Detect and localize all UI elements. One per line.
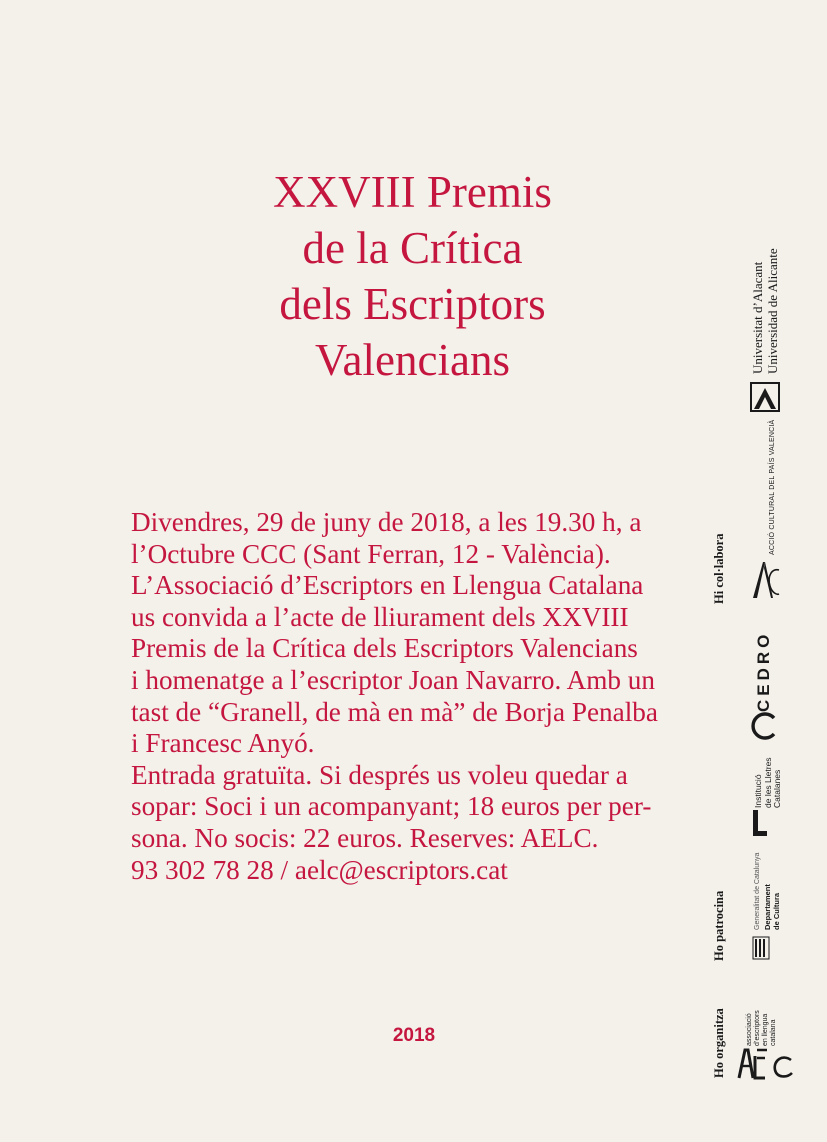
collabora-label: Hi col·labora — [712, 533, 726, 604]
gencat-logo — [752, 936, 770, 960]
ilc-text — [754, 757, 783, 808]
title-line: de la Crítica — [302, 223, 523, 273]
gencat-dept-text — [763, 884, 781, 930]
aelc-line: en llengua — [762, 1013, 769, 1046]
ua-emblem-icon — [748, 380, 782, 414]
gencat-text: Generalitat de Catalunya — [754, 852, 761, 930]
ilc-emblem-icon — [752, 810, 768, 836]
gencat-emblem-icon — [752, 936, 770, 960]
universitat-alacant-logo — [748, 380, 782, 414]
contact-line: 93 302 78 28 / aelc@escriptors.cat — [131, 854, 508, 885]
ua-line: Universidad de Alicante — [765, 248, 780, 374]
title-line: Valencians — [315, 335, 510, 385]
detail-line: sopar: Soci i un acompanyant; 18 euros per per- — [131, 791, 652, 822]
gencat-line: de Cultura — [772, 892, 781, 930]
detail-line: us convida a l’acte de lliurament dels XXVIII — [131, 601, 629, 632]
ilc-line: Catalanes — [772, 769, 782, 808]
ilc-line: de les Lletres — [762, 757, 773, 808]
year-label: 2018 — [392, 1025, 436, 1046]
acpv-emblem-icon — [750, 560, 780, 600]
ua-line: Universitat d’Alacant — [750, 261, 765, 374]
detail-line: Divendres, 29 de juny de 2018, a les 19.30 h, a — [131, 507, 642, 537]
title-line: XXVIII Premis — [273, 167, 552, 217]
organitza-label: Ho organitza — [712, 1008, 726, 1078]
aelc-emblem-icon — [735, 1046, 795, 1080]
detail-line: tast de “Granell, de mà en mà” de Borja Penalba — [131, 696, 658, 727]
acpv-text: ACCIÓ CULTURAL DEL PAÍS VALENCIÀ — [769, 419, 776, 555]
event-details — [131, 507, 711, 886]
detail-line: sona. No socis: 22 euros. Reserves: AELC. — [131, 822, 599, 853]
detail-line: i Francesc Anyó. — [131, 728, 315, 759]
gencat-line: Departament — [763, 884, 772, 930]
cedro-text: CEDRO — [754, 630, 773, 712]
detail-line: l’Octubre CCC (Sant Ferran, 12 - València). — [131, 538, 611, 569]
acpv-logo — [750, 560, 780, 600]
aelc-text — [746, 1010, 778, 1046]
title-line: dels Escriptors — [279, 279, 546, 329]
aelc-line: d’escriptors — [754, 1010, 761, 1046]
cedro-emblem-icon — [750, 712, 778, 740]
aelc-logo — [735, 1046, 795, 1080]
cedro-logo — [750, 712, 778, 740]
patrocina-label: Ho patrocina — [712, 890, 726, 961]
detail-line: Premis de la Crítica dels Escriptors Valencians — [131, 633, 638, 664]
ilc-logo — [752, 810, 768, 836]
ilc-line: Institució — [753, 774, 763, 808]
ua-text — [750, 248, 780, 374]
aelc-line: associació — [746, 1013, 753, 1046]
event-title — [200, 164, 625, 388]
detail-line: Entrada gratuïta. Si després us voleu quedar a — [131, 759, 628, 790]
detail-line: L’Associació d’Escriptors en Llengua Catalana — [131, 570, 644, 601]
detail-line: i homenatge a l’escriptor Joan Navarro. Amb un — [131, 664, 655, 695]
aelc-line: catalana — [770, 1019, 777, 1046]
